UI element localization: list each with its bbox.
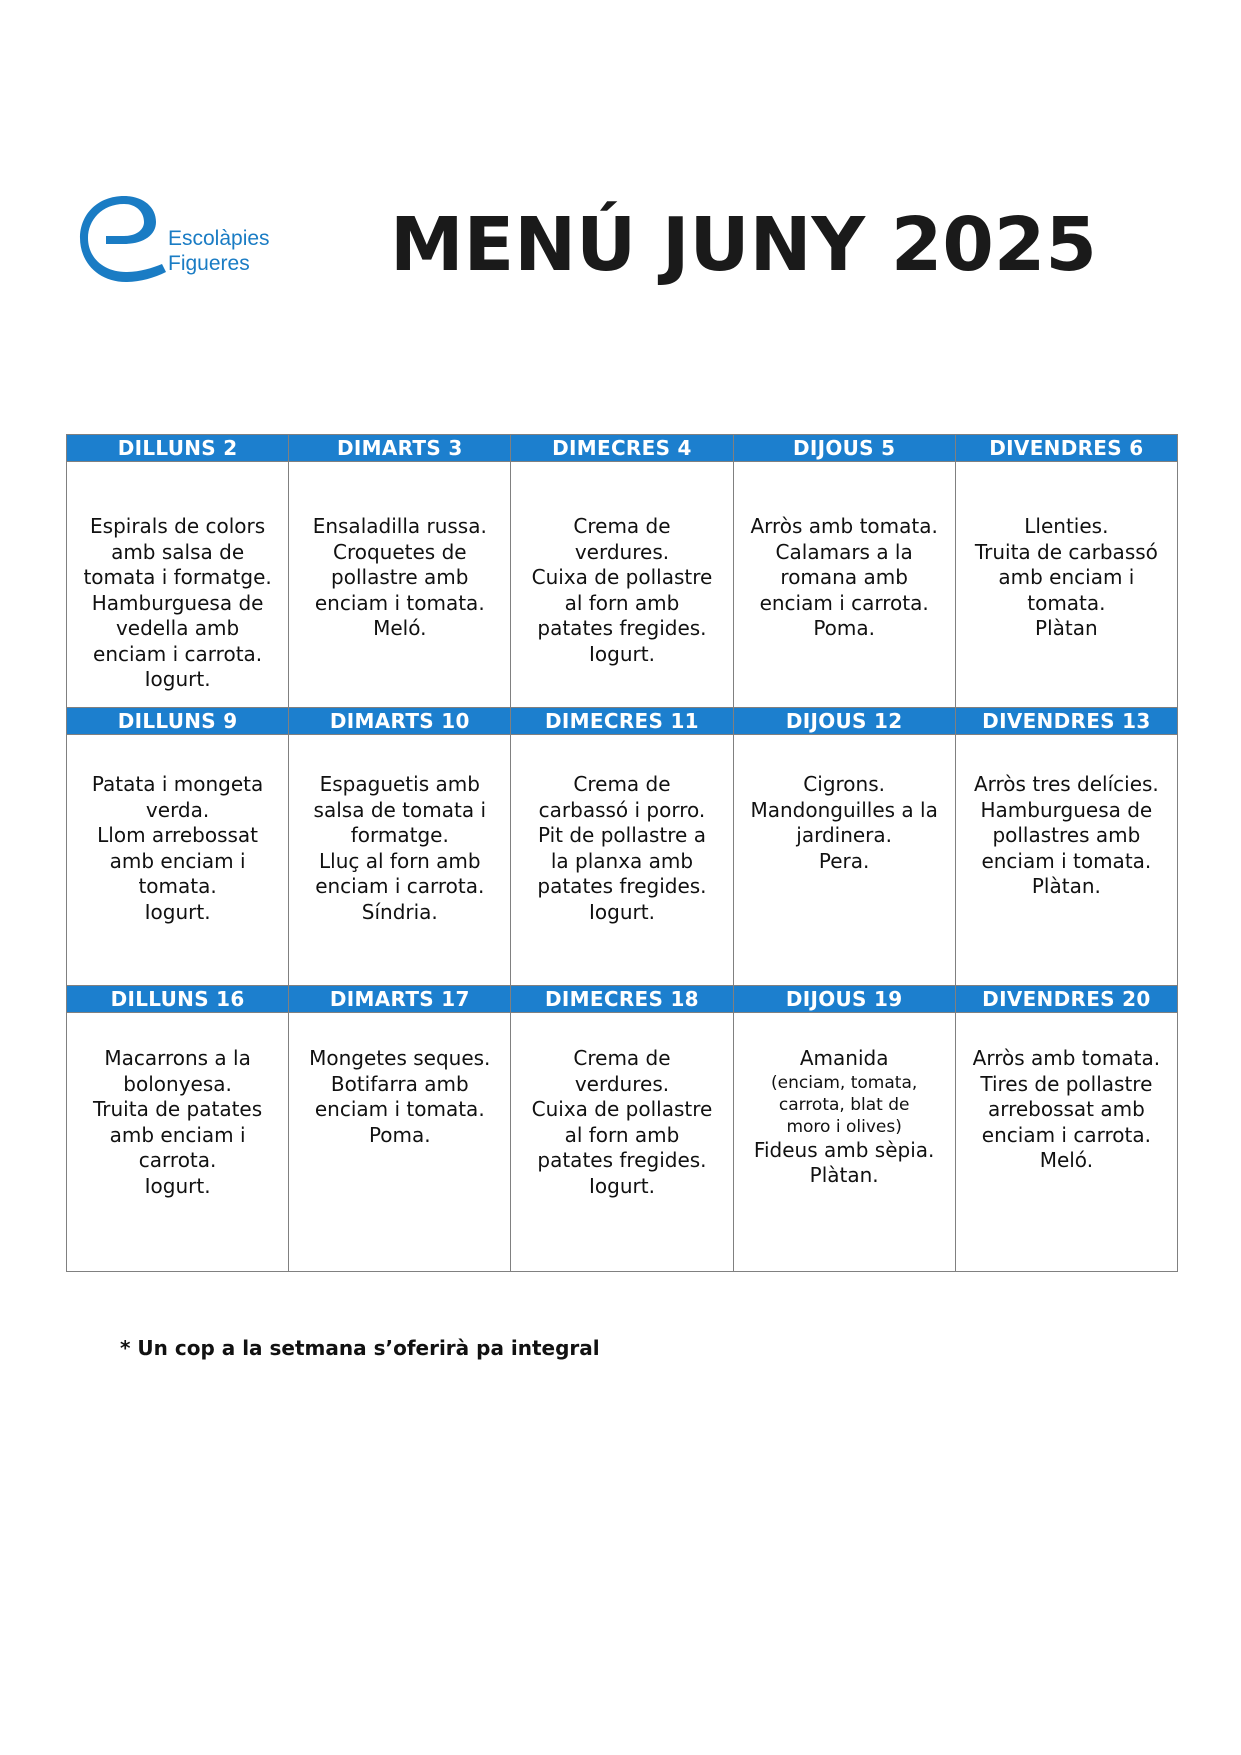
menu-item-line: patates fregides. (537, 1148, 707, 1172)
menu-item-line: Plàtan. (1031, 874, 1101, 898)
menu-item-line: salsa de tomata i (313, 797, 486, 822)
menu-item-line: Botifarra amb (330, 1071, 469, 1096)
menu-item-line: tomata. (138, 874, 217, 898)
menu-item-line: Pera. (818, 848, 870, 873)
menu-table (66, 434, 1178, 1272)
menu-item-line: Croquetes de (332, 539, 467, 564)
menu-item-line: Plàtan. (809, 1163, 879, 1187)
menu-item-line: amb enciam i (109, 848, 246, 873)
week-header-row (67, 708, 1178, 735)
menu-item-line: Amanida (799, 1046, 889, 1070)
week-menu-row (67, 735, 1178, 986)
menu-item-line: tomata. (1027, 590, 1106, 615)
menu-item-line: Cuixa de pollastre (531, 565, 713, 589)
day-header: DIMECRES 4 (511, 435, 733, 462)
day-header: DIMARTS 10 (289, 708, 511, 735)
menu-item-line: al forn amb (564, 590, 680, 615)
menu-item-line: pollastre amb (331, 565, 469, 589)
menu-item-line: romana amb (780, 565, 908, 589)
day-header: DIJOUS 5 (733, 435, 955, 462)
menu-item-line: Iogurt. (589, 899, 655, 924)
menu-item-line: bolonyesa. (123, 1071, 232, 1096)
menu-item-line: Hamburguesa de (980, 797, 1153, 822)
menu-item-line: Llenties. (1024, 514, 1109, 538)
menu-item-line: amb enciam i (109, 1122, 246, 1147)
menu-item-line: enciam i carrota. (93, 641, 263, 666)
day-header: DIMARTS 17 (289, 986, 511, 1013)
menu-item-line: Iogurt. (144, 1173, 211, 1198)
week-header-row (67, 435, 1178, 462)
day-header: DIVENDRES 13 (955, 708, 1177, 735)
menu-item-line: verda. (145, 797, 210, 822)
menu-item-line: Meló. (373, 616, 427, 640)
menu-item-line: Cuixa de pollastre (531, 1097, 713, 1121)
menu-item-line: Crema de (573, 1046, 671, 1070)
menu-item-line: Truita de patates (93, 1097, 263, 1121)
menu-item-line: Iogurt. (144, 899, 211, 924)
menu-item-line: Mandonguilles a la (750, 797, 938, 822)
day-header: DIMARTS 3 (289, 435, 511, 462)
day-header: DIJOUS 12 (733, 708, 955, 735)
menu-item-line: moro i olives) (786, 1116, 902, 1137)
day-menu-cell (733, 735, 955, 986)
menu-item-line: jardinera. (796, 823, 893, 847)
menu-item-line: enciam i carrota. (981, 1122, 1151, 1147)
menu-item-line: al forn amb (564, 1122, 680, 1147)
day-header: DIJOUS 19 (733, 986, 955, 1013)
menu-item-line: Lluç al forn amb (319, 848, 481, 873)
menu-item-line: enciam i carrota. (759, 590, 929, 615)
menu-item-line: formatge. (350, 823, 449, 847)
day-menu-cell (511, 1013, 733, 1272)
menu-item-line: Espaguetis amb (319, 772, 480, 796)
menu-item-line: Macarrons a la (104, 1046, 251, 1070)
menu-item-line: Poma. (813, 616, 875, 640)
menu-item-line: enciam i tomata. (981, 848, 1152, 873)
week-menu-row (67, 462, 1178, 708)
day-menu-cell (955, 462, 1177, 708)
menu-item-line: Tires de pollastre (980, 1071, 1153, 1096)
menu-item-line: carrota, blat de (778, 1094, 910, 1115)
menu-item-line: amb enciam i (998, 565, 1135, 589)
school-name-line2: Figueres (168, 252, 250, 275)
menu-item-line: pollastres amb (992, 823, 1141, 847)
menu-item-line: Patata i mongeta (91, 772, 264, 796)
menu-item-line: Síndria. (361, 899, 438, 924)
menu-item-line: tomata i formatge. (83, 565, 272, 589)
menu-item-line: enciam i tomata. (314, 590, 485, 615)
week-header-row (67, 986, 1178, 1013)
menu-item-line: Calamars a la (775, 539, 913, 564)
day-menu-cell (67, 735, 289, 986)
menu-item-line: Fideus amb sèpia. (753, 1137, 935, 1162)
menu-item-line: Iogurt. (144, 667, 211, 691)
menu-item-line: Ensaladilla russa. (312, 514, 487, 538)
menu-item-line: amb salsa de (111, 539, 245, 564)
day-menu-cell (67, 462, 289, 708)
menu-item-line: enciam i carrota. (315, 874, 485, 898)
menu-item-line: patates fregides. (537, 616, 707, 640)
menu-item-line: (enciam, tomata, (771, 1072, 918, 1093)
day-menu-cell (733, 1013, 955, 1272)
menu-item-line: Crema de (573, 514, 671, 538)
school-logo (78, 196, 298, 286)
menu-item-line: Plàtan (1035, 616, 1098, 640)
day-header: DILLUNS 9 (67, 708, 289, 735)
day-menu-cell (511, 462, 733, 708)
menu-item-line: Iogurt. (589, 1173, 655, 1198)
menu-item-line: Arròs amb tomata. (750, 514, 938, 538)
day-header: DILLUNS 16 (67, 986, 289, 1013)
logo-e-icon (78, 196, 168, 282)
menu-item-line: Poma. (368, 1122, 431, 1147)
menu-item-line: Hamburguesa de (91, 590, 264, 615)
menu-item-line: carbassó i porro. (538, 797, 706, 822)
day-menu-cell (955, 1013, 1177, 1272)
page-title: MENÚ JUNY 2025 (390, 202, 1097, 288)
menu-item-line: arrebossat amb (987, 1097, 1145, 1121)
menu-item-line: Cigrons. (803, 772, 885, 796)
menu-item-line: Crema de (573, 772, 671, 796)
menu-item-line: la planxa amb (550, 848, 694, 873)
menu-item-line: patates fregides. (537, 874, 707, 898)
menu-item-line: Iogurt. (589, 641, 655, 666)
menu-item-line: Arròs amb tomata. (972, 1046, 1161, 1070)
week-menu-row (67, 1013, 1178, 1272)
menu-item-line: enciam i tomata. (314, 1097, 485, 1121)
day-menu-cell (289, 735, 511, 986)
day-menu-cell (289, 462, 511, 708)
menu-item-line: Arròs tres delícies. (973, 772, 1159, 796)
day-menu-cell (67, 1013, 289, 1272)
menu-item-line: carrota. (138, 1148, 217, 1172)
menu-item-line: Truita de carbassó (974, 539, 1158, 564)
menu-item-line: verdures. (574, 1071, 670, 1096)
day-header: DIMECRES 11 (511, 708, 733, 735)
day-header: DILLUNS 2 (67, 435, 289, 462)
menu-item-line: Mongetes seques. (309, 1046, 491, 1070)
menu-item-line: vedella amb (115, 616, 240, 640)
menu-item-line: Espirals de colors (90, 514, 266, 538)
menu-item-line: Llom arrebossat (97, 823, 259, 847)
day-menu-cell (511, 735, 733, 986)
menu-item-line: Pit de pollastre a (537, 823, 706, 847)
footnote: * Un cop a la setmana s’oferirà pa integral (120, 1336, 600, 1360)
day-menu-cell (733, 462, 955, 708)
day-menu-cell (289, 1013, 511, 1272)
day-header: DIMECRES 18 (511, 986, 733, 1013)
school-name-line1: Escolàpies (168, 227, 270, 250)
day-menu-cell (955, 735, 1177, 986)
menu-item-line: verdures. (574, 539, 670, 564)
day-header: DIVENDRES 6 (955, 435, 1177, 462)
day-header: DIVENDRES 20 (955, 986, 1177, 1013)
menu-item-line: Meló. (1039, 1148, 1094, 1172)
